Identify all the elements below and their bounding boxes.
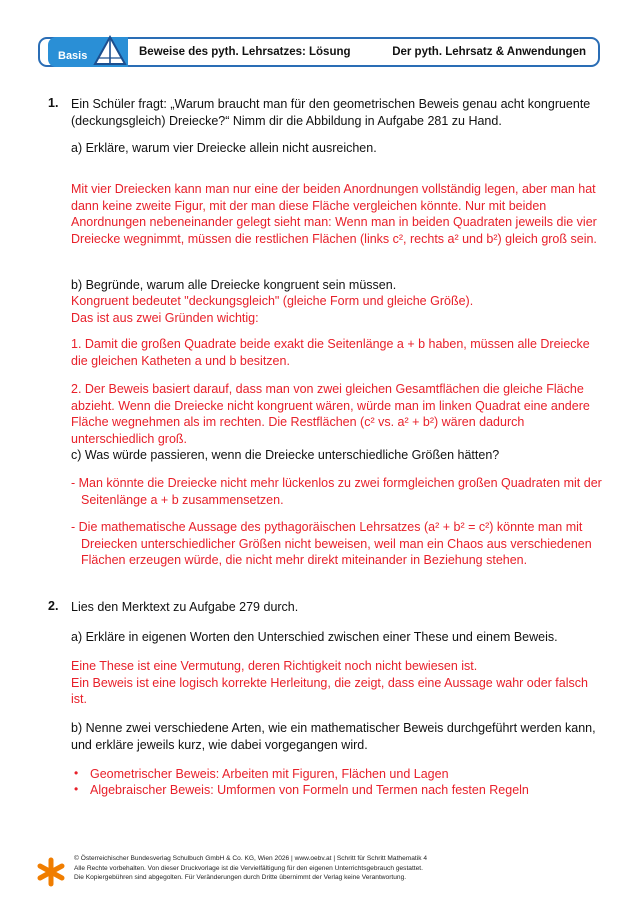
- answer-line: 1. Damit die großen Quadrate beide exakt die Seitenlänge a + b haben, müssen alle Dreiecke: [71, 337, 590, 351]
- answer-1c-2: [71, 519, 605, 569]
- question-1-prompt: [71, 96, 605, 129]
- answer-line: Dreiecke wegnimmt, müssen die restlichen Flächen (links c², rechts a² und b²) gleich groß sein.: [71, 231, 597, 246]
- answer-2b-item-1: Geometrischer Beweis: Arbeiten mit Figuren, Flächen und Lagen: [90, 767, 449, 781]
- answer-line: unterschiedlich groß.: [71, 431, 188, 446]
- answer-2a: [71, 658, 605, 708]
- publisher-logo-icon: [36, 857, 66, 887]
- question-2-prompt: Lies den Merktext zu Aufgabe 279 durch.: [71, 600, 299, 614]
- answer-line: die gleichen Katheten a und b besitzen.: [71, 353, 290, 368]
- answer-line: abzieht. Wenn die Dreiecke nicht kongruent wären, würde man im linken Quadrat eine andere: [71, 398, 590, 413]
- chapter-title: Der pyth. Lehrsatz & Anwendungen: [392, 46, 586, 58]
- answer-1c-1: [71, 475, 605, 508]
- answer-line: dann keine zweite Figur, mit der man diese Fläche vergleichen könnte. Nur mit beiden: [71, 198, 547, 213]
- footer-copyright: [74, 854, 594, 883]
- answer-1a: [71, 181, 605, 247]
- answer-line: - Die mathematische Aussage des pythagoräischen Lehrsatzes (a² + b² = c²) könnte man mit: [71, 520, 583, 534]
- question-2a: a) Erkläre in eigenen Worten den Unterschied zwischen einer These und einem Beweis.: [71, 630, 558, 644]
- footer-line: © Österreichischer Bundesverlag Schulbuch GmbH & Co. KG, Wien 2026 | www.oebv.at | Schritt für Schritt Mathematik 4: [74, 855, 428, 862]
- question-2-number: 2.: [48, 599, 59, 613]
- question-1a: a) Erkläre, warum vier Dreiecke allein nicht ausreichen.: [71, 141, 377, 155]
- answer-line: Ein Beweis ist eine logisch korrekte Herleitung, die zeigt, dass eine Aussage wahr oder falsch: [71, 675, 588, 690]
- badge-label: Basis: [58, 50, 88, 62]
- bullet-icon: •: [74, 782, 79, 796]
- question-line: b) Nenne zwei verschiedene Arten, wie ein mathematischer Beweis durchgeführt werden kann,: [71, 721, 596, 735]
- answer-line: Kongruent bedeutet "deckungsgleich" (gleiche Form und gleiche Größe).: [71, 294, 474, 308]
- answer-line: Mit vier Dreiecken kann man nur eine der beiden Anordnungen vollständig legen, aber man hat: [71, 182, 596, 196]
- question-1c: c) Was würde passieren, wenn die Dreiecke unterschiedliche Größen hätten?: [71, 448, 500, 462]
- question-1b: b) Begründe, warum alle Dreiecke kongruent sein müssen.: [71, 278, 397, 292]
- bullet-icon: •: [74, 766, 79, 780]
- triangle-logo-icon: [92, 34, 128, 68]
- answer-line: Seitenlänge a + b zusammensetzen.: [81, 492, 284, 507]
- prompt-line: Ein Schüler fragt: „Warum braucht man für den geometrischen Beweis genau acht kongruente: [71, 97, 591, 111]
- answer-1b-reason-1: [71, 336, 605, 369]
- answer-line: ist.: [71, 692, 87, 706]
- answer-1b-intro: [71, 293, 605, 326]
- answer-line: Flächen erzeugen würde, die nicht mehr direkt miteinander in Beziehung stehen.: [81, 553, 528, 567]
- answer-line: Dreiecken unterschiedlicher Größen nicht beweisen, weil man ein Chaos aus verschiedenen: [81, 536, 592, 551]
- question-2b: [71, 720, 605, 753]
- answer-1b-reason-2: [71, 381, 605, 447]
- answer-2b-item-2: Algebraischer Beweis: Umformen von Formeln und Termen nach festen Regeln: [90, 783, 529, 797]
- prompt-line: (deckungsgleich) Dreiecke?“ Nimm dir die Abbildung in Aufgabe 281 zu Hand.: [71, 113, 502, 128]
- page-title: Beweise des pyth. Lehrsatzes: Lösung: [139, 46, 351, 58]
- answer-line: Eine These ist eine Vermutung, deren Richtigkeit noch nicht bewiesen ist.: [71, 659, 478, 673]
- question-line: und erkläre jeweils kurz, wie dabei vorgegangen wird.: [71, 737, 368, 752]
- answer-line: Das ist aus zwei Gründen wichtig:: [71, 310, 259, 325]
- answer-line: Fläche wegnehmen als im rechten. Die Restflächen (c² vs. a² + b²) wären dadurch: [71, 415, 525, 429]
- question-1-number: 1.: [48, 96, 59, 110]
- answer-line: Anordnungen nebeneinander gelegt sieht man: Wenn man in beiden Quadraten jeweils die vier: [71, 215, 597, 229]
- answer-line: 2. Der Beweis basiert darauf, dass man von zwei gleichen Gesamtflächen die gleiche Fläche: [71, 382, 584, 396]
- answer-line: - Man könnte die Dreiecke nicht mehr lückenlos zu zwei formgleichen großen Quadraten mit der: [71, 476, 602, 490]
- footer-line: Alle Rechte vorbehalten. Von dieser Druckvorlage ist die Vervielfältigung für den eigenen Unterrichtsgebrauch gestattet.: [74, 864, 423, 872]
- footer-line: Die Kopiergebühren sind abgegolten. Für Veränderungen durch Dritte übernimmt der Verlag keine Verantwortung.: [74, 874, 407, 882]
